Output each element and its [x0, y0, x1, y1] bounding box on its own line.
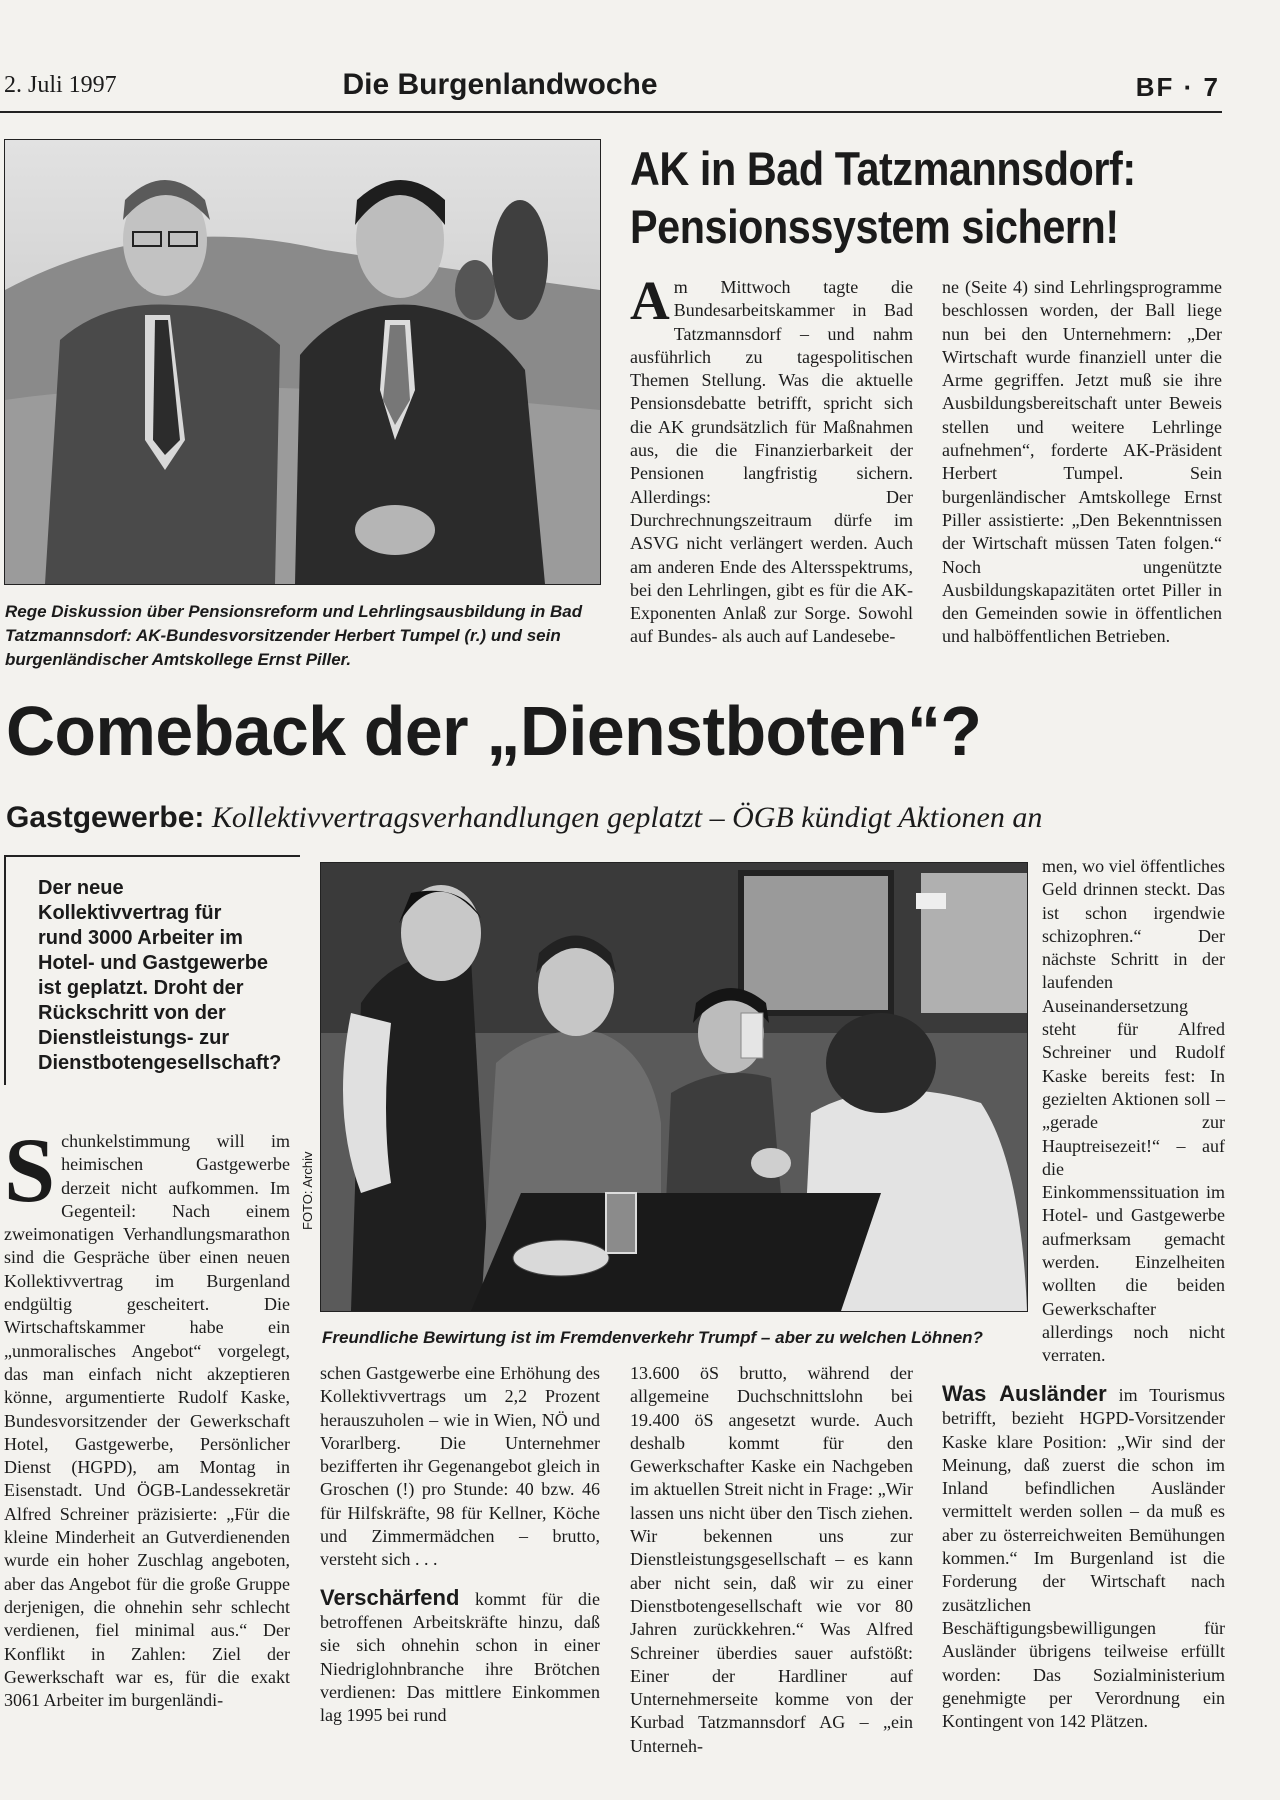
cb-kicker: Gastgewerbe:	[6, 801, 205, 834]
cb-column-4-top: men, wo viel öffentliches Geld drinnen steckt. Das ist schon irgendwie schizophren.“ Der nächste Schritt in der laufenden Auseinandersetzung steht für Alfred Schreiner und Rudolf Kaske bereits fest: In gezielten Aktionen soll – „gerade zur Hauptreisezeit!“ – auf die Einkommenssituation im Hotel- und Gastgewerbe aufmerksam gemacht werden. Einzelheiten wollten die beiden Gewerkschafter allerdings noch nicht verraten.	[1042, 856, 1225, 1366]
restaurant-photo-caption: Freundliche Bewirtung ist im Fremdenverkehr Trumpf – aber zu welchen Löhnen?	[322, 1328, 983, 1347]
cb-subline	[6, 798, 1276, 838]
ak-column-2: ne (Seite 4) sind Lehrlingsprogramme beschlossen worden, der Ball liege nun bei den Unternehmern: „Der Wirtschaft wurde finanziell unter die Arme gegriffen. Jetzt muß sie ihre Ausbildungsbereitschaft unter Beweis stellen und weitere Lehrlinge aufnehmen“, forderte AK-Präsident Herbert Tumpel. Sein burgenländischer Amtskollege Ernst Piller assistierte: „Den Bekenntnissen der Wirtschaft müssen Taten folgen.“ Noch ungenützte Ausbildungskapazitäten ortet Piller in den Gemeinden sowie in öffentlichen und halböffentlichen Betrieben.	[942, 277, 1222, 647]
photo-credit: FOTO: Archiv	[300, 1151, 315, 1230]
restaurant-photo	[320, 862, 1028, 1312]
cb-column-2	[320, 1362, 600, 1727]
newspaper-name: Die Burgenlandwoche	[342, 68, 658, 101]
issue-date: 2. Juli 1997	[4, 72, 117, 98]
cb-column-4	[942, 1382, 1225, 1733]
lead-box-rule-horizontal	[4, 855, 300, 857]
cb-column-3: 13.600 öS brutto, während der allgemeine Duchschnittslohn bei 19.400 öS angesetzt wurde. Auch deshalb kommt für den Gewerkschafter Kaske ein Nachgeben im aktuellen Streit nicht in Frage: „Wir lassen uns nicht über den Tisch ziehen. Wir bekennen uns zur Dienstleistungsgesellschaft – es kann aber nicht sein, daß wir zu einer Dienstbotengesellschaft wie vor 80 Jahren zurückkehren.“ Was Alfred Schreiner überdies sauer aufstößt: Einer der Hardliner auf Unternehmerseite komme von der Kurbad Tatzmannsdorf AG – „ein Unterneh-	[630, 1363, 913, 1756]
ak-headline: AK in Bad Tatzmannsdorf: Pensionssystem sichern!	[630, 142, 1136, 253]
cb-runin-verschaerfend: Verschärfend	[320, 1584, 460, 1610]
cb-col2a-text: schen Gastgewerbe eine Erhöhung des Kollektivvertrags um 2,2 Prozent herauszuholen – wie in Wien, NÖ und Vorarlberg. Die Unternehmer bezifferten ihr Gegenangebot gleich in Groschen (!) pro Stunde: 40 bzw. 46 für Hilfskräfte, 98 für Kellner, Köche und Zimmermädchen – brutto, versteht sich . . .	[320, 1363, 600, 1570]
page-marker: BF · 7	[1135, 72, 1220, 102]
cb-lead: Der neue Kollektivvertrag für rund 3000 Arbeiter im Hotel- und Gastgewerbe ist geplatzt. Droht der Rückschritt von der Dienstleistungs- zur Dienstbotengesellschaft?	[38, 877, 282, 1074]
cb-dropcap: S	[4, 1119, 56, 1221]
lead-box-rule-vertical	[4, 855, 6, 1085]
cb-col1-text: chunkelstimmung will im heimischen Gastgewerbe derzeit nicht aufkommen. Im Gegenteil: Nach einem zweimonatigen Verhandlungsmarathon sind die Gespräche über einen neuen Kollektivvertrag im Burgenland endgültig gescheitert. Die Wirtschaftskammer habe ein „unmoralisches Angebot“ vorgelegt, das man einfach nicht akzeptieren könne, argumentierte Rudolf Kaske, Bundesvorsitzender der Gewerkschaft Hotel, Gastgewerbe, Persönlicher Dienst (HGPD), am Montag in Eisenstadt. Und ÖGB-Landessekretär Alfred Schreiner präzisierte: „Für die kleine Minderheit an Gutverdienenden wurde ein hoher Zuschlag angeboten, aber das Angebot für die große Gruppe derjenigen, die ohnehin sehr schlecht verdienen, fiel minimal aus.“ Der Konflikt in Zahlen: Ziel der Gewerkschaft war es, für die exakt 3061 Arbeiter im burgenländi-	[4, 1131, 290, 1711]
cb-subline-text: Kollektivvertragsverhandlungen geplatzt – ÖGB kündigt Aktionen an	[211, 801, 1043, 834]
cb-col2b-text: kommt für die betroffenen Arbeitskräfte hinzu, daß sie sich ohnehin schon in einer Niedriglohnbranche ihre Brötchen verdienen: Das mittlere Einkommen lag 1995 bei rund	[320, 1588, 600, 1726]
ak-col1-text: m Mittwoch tagte die Bundesarbeitskammer in Bad Tatzmannsdorf – und nahm ausführlich zu tagespolitischen Themen Stellung. Was die aktuelle Pensionsdebatte betrifft, spricht sich die AK grundsätzlich für Maßnahmen aus, die die Finanzierbarkeit der Pensionen langfristig sichern. Allerdings: Der Durchrechnungszeitraum dürfe im ASVG nicht verlängert werden. Auch am anderen Ende des Altersspektrums, bei den Lehrlingen, gibt es für die AK-Exponenten Anlaß zur Sorge. Sowohl auf Bundes- als auch auf Landesebe-	[630, 277, 913, 647]
cb-col4-text: im Tourismus betrifft, bezieht HGPD-Vorsitzender Kaske klare Position: „Wir sind der Meinung, daß zuerst die schon im Inland befindlichen Ausländer vermittelt werden sollen – da muß es aber zu österreichweiten Bemühungen kommen.“ Im Burgenland ist die Forderung der Wirtschaft nach zusätzlichen Beschäftigungsbewilligungen für Ausländer übrigens teilweise erfüllt worden: Das Sozialministerium genehmigte per Verordnung ein Kontingent von 142 Plätzen.	[942, 1385, 1225, 1732]
cb-headline: Comeback der „Dienstboten“?	[6, 692, 982, 770]
ak-photo-caption: Rege Diskussion über Pensionsreform und Lehrlingsausbildung in Bad Tatzmannsdorf: AK-Bundesvorsitzender Herbert Tumpel (r.) und sein burgenländischer Amtskollege Ernst Piller.	[5, 602, 583, 669]
ak-photo	[4, 139, 601, 585]
cb-runin-auslaender: Was Ausländer	[942, 1381, 1107, 1406]
ak-dropcap: A	[630, 270, 670, 331]
ak-column-1	[630, 270, 913, 649]
header-rule	[0, 111, 1222, 113]
cb-column-1	[4, 1119, 290, 1712]
